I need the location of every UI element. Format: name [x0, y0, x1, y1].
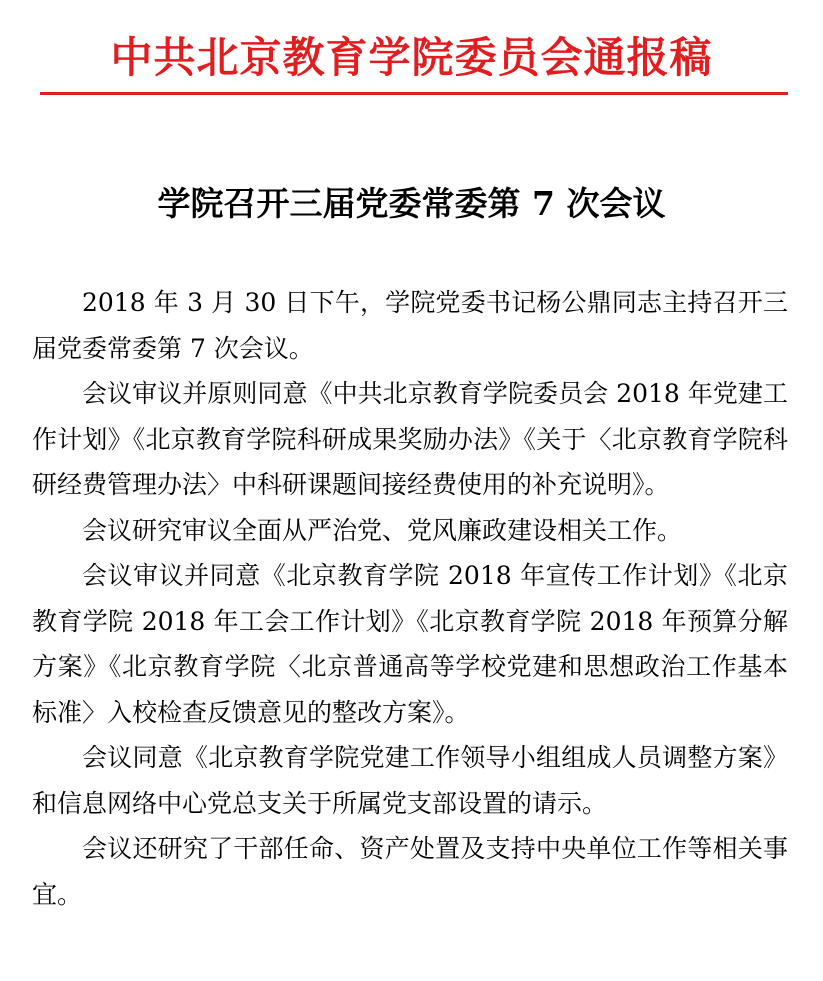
paragraph: 会议同意《北京教育学院党建工作领导小组组成人员调整方案》和信息网络中心党总支关于所属党支部设置的请示。 [32, 743, 788, 818]
paragraph: 2018 年 3 月 30 日下午，学院党委书记杨公鼎同志主持召开三届党委常委第 7 次会议。 [32, 288, 788, 363]
article-body [32, 280, 788, 917]
paragraph: 会议还研究了干部任命、资产处置及支持中央单位工作等相关事宜。 [32, 834, 788, 909]
paragraph: 会议研究审议全面从严治党、党风廉政建设相关工作。 [82, 515, 683, 545]
paragraph: 会议审议并同意《北京教育学院 2018 年宣传工作计划》《北京教育学院 2018 年工会工作计划》《北京教育学院 2018 年预算分解方案》《北京教育学院〈北京普通高等学校党建和思想政治工作基本标准〉入校检查反馈意见的整改方案》。 [32, 561, 788, 727]
paragraph: 会议审议并原则同意《中共北京教育学院委员会 2018 年党建工作计划》《北京教育学院科研成果奖励办法》《关于〈北京教育学院科研经费管理办法〉中科研课题间接经费使用的补充说明》。 [32, 379, 788, 499]
masthead-divider [40, 92, 788, 95]
article-headline: 学院召开三届党委常委第 7 次会议 [157, 184, 666, 223]
masthead-title: 中共北京教育学院委员会通报稿 [110, 33, 713, 82]
